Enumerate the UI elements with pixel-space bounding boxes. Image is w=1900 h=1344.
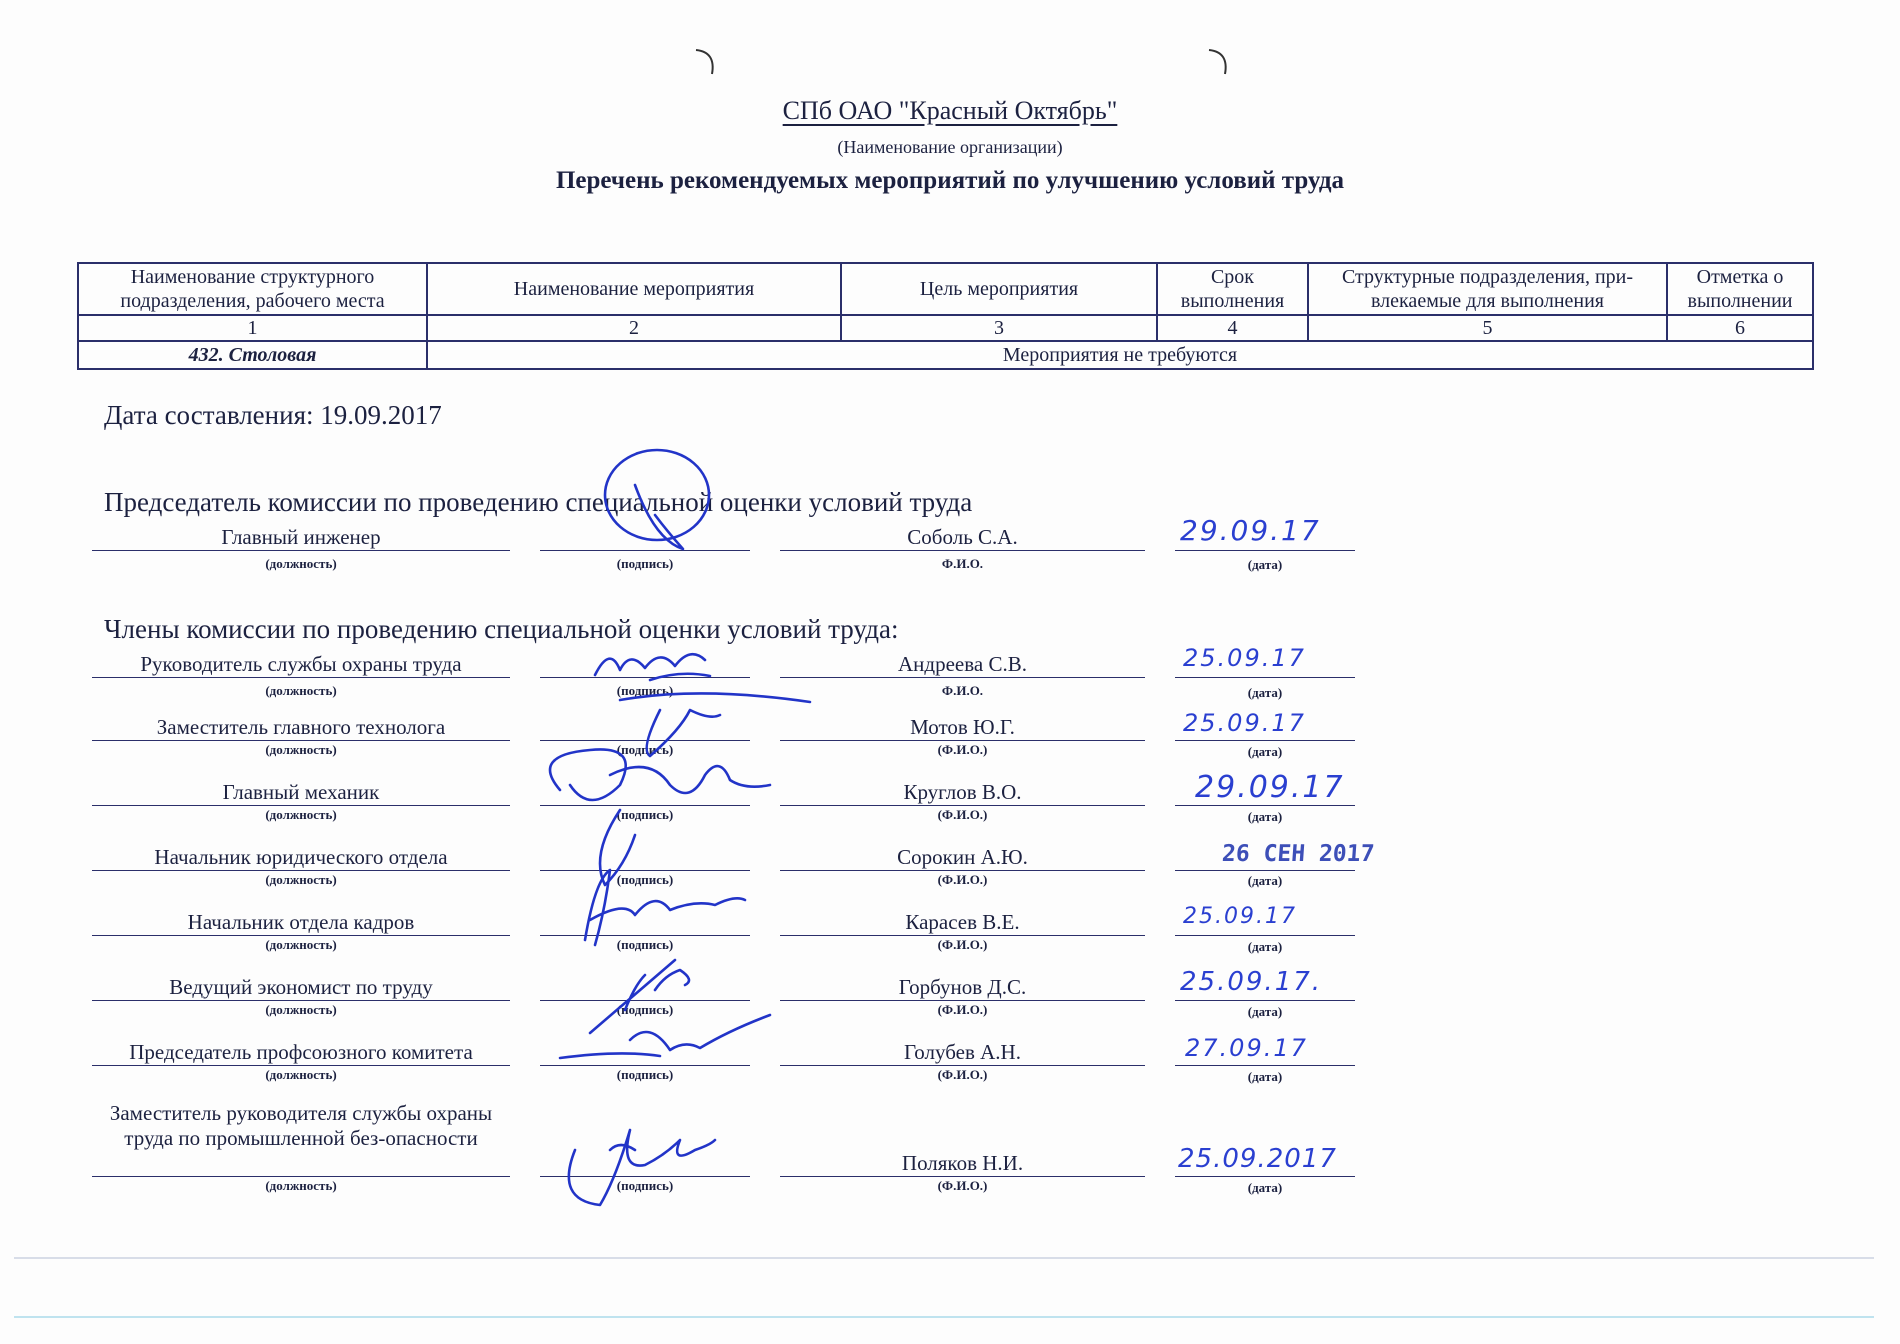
scan-rule-line bbox=[14, 1256, 1874, 1260]
stamped-date: 26 СЕН 2017 bbox=[1221, 841, 1376, 867]
position-caption: (должность) bbox=[265, 872, 337, 887]
column-header: Цель мероприятия bbox=[841, 263, 1157, 315]
member-signature bbox=[555, 1110, 725, 1210]
unit-name-cell: 432. Столовая bbox=[78, 341, 427, 369]
position-line bbox=[92, 1176, 510, 1177]
column-number: 3 bbox=[841, 315, 1157, 341]
column-number-row bbox=[78, 315, 1813, 341]
member-row bbox=[0, 904, 1900, 980]
name-text: Поляков Н.И. bbox=[901, 1151, 1024, 1175]
date-caption: (дата) bbox=[1247, 1069, 1283, 1084]
column-header: Срок выполнения bbox=[1157, 263, 1308, 315]
handwritten-date: 27.09.17 bbox=[1185, 1034, 1308, 1062]
position-text: Ведущий экономист по труду bbox=[169, 975, 433, 999]
column-header: Отметка о выполнении bbox=[1667, 263, 1813, 315]
member-row bbox=[0, 1097, 1900, 1197]
punch-hole-mark-right bbox=[1203, 44, 1243, 84]
position-caption: (должность) bbox=[265, 683, 337, 698]
date-caption: (дата) bbox=[1247, 1004, 1283, 1019]
column-number: 4 bbox=[1157, 315, 1308, 341]
position-caption: (должность) bbox=[265, 742, 337, 757]
signature-caption: (подпись) bbox=[616, 683, 674, 698]
name-caption: (Ф.И.О.) bbox=[937, 872, 988, 887]
table-row bbox=[78, 341, 1813, 369]
signature-caption: (подпись) bbox=[616, 742, 674, 757]
name-text: Карасев В.Е. bbox=[905, 910, 1020, 934]
name-text: Соболь С.А. bbox=[907, 525, 1018, 549]
position-caption: (должность) bbox=[265, 1178, 337, 1193]
signature-caption: (подпись) bbox=[616, 872, 674, 887]
date-caption: (дата) bbox=[1247, 744, 1283, 759]
date-line bbox=[1175, 677, 1355, 678]
organization-caption: (Наименование организации) bbox=[837, 137, 1063, 157]
position-line bbox=[92, 1000, 510, 1001]
measures-table bbox=[77, 262, 1814, 370]
measures-note-cell: Мероприятия не требуются bbox=[427, 341, 1813, 369]
name-text: Андреева С.В. bbox=[898, 652, 1027, 676]
chairman-signature bbox=[595, 445, 735, 555]
position-line bbox=[92, 740, 510, 741]
name-text: Голубев А.Н. bbox=[904, 1040, 1021, 1064]
name-line bbox=[780, 935, 1145, 936]
date-line bbox=[1175, 1176, 1355, 1177]
name-caption: (Ф.И.О.) bbox=[937, 937, 988, 952]
position-line bbox=[92, 1065, 510, 1066]
column-header: Наименование структурного подразделения, рабочего места bbox=[78, 263, 427, 315]
position-line bbox=[92, 870, 510, 871]
name-line bbox=[780, 1000, 1145, 1001]
name-text: Горбунов Д.С. bbox=[898, 975, 1027, 999]
date-line bbox=[1175, 870, 1355, 871]
signature-caption: (подпись) bbox=[616, 556, 674, 571]
column-number: 2 bbox=[427, 315, 841, 341]
member-signature bbox=[565, 860, 755, 950]
position-text: Председатель профсоюзного комитета bbox=[129, 1040, 473, 1064]
name-caption: Ф.И.О. bbox=[941, 683, 984, 698]
handwritten-date: 25.09.17. bbox=[1180, 967, 1323, 997]
scan-rule-line bbox=[14, 1315, 1874, 1319]
member-row bbox=[0, 841, 1900, 915]
name-caption: Ф.И.О. bbox=[941, 556, 984, 571]
handwritten-date: 25.09.2017 bbox=[1178, 1144, 1337, 1174]
signature-caption: (подпись) bbox=[616, 1002, 674, 1017]
name-text: Круглов В.О. bbox=[903, 780, 1022, 804]
date-line bbox=[1175, 550, 1355, 551]
member-row bbox=[0, 644, 1900, 720]
name-line bbox=[780, 550, 1145, 551]
member-row bbox=[0, 967, 1900, 1045]
name-line bbox=[780, 870, 1145, 871]
signature-caption: (подпись) bbox=[616, 1178, 674, 1193]
position-text: Начальник отдела кадров bbox=[187, 910, 415, 934]
document-title: Перечень рекомендуемых мероприятий по улучшению условий труда bbox=[555, 167, 1345, 194]
name-text: Сорокин А.Ю. bbox=[897, 845, 1028, 869]
signature-caption: (подпись) bbox=[616, 807, 674, 822]
date-caption: (дата) bbox=[1247, 809, 1283, 824]
handwritten-date: 25.09.17 bbox=[1183, 644, 1306, 672]
signature-caption: (подпись) bbox=[616, 937, 674, 952]
position-text: Начальник юридического отдела bbox=[154, 845, 448, 869]
date-caption: (дата) bbox=[1247, 557, 1283, 572]
name-caption: (Ф.И.О.) bbox=[937, 807, 988, 822]
members-section-title: Члены комиссии по проведению специальной оценки условий труда: bbox=[104, 614, 899, 644]
name-line bbox=[780, 677, 1145, 678]
handwritten-date: 29.09.17 bbox=[1180, 514, 1321, 547]
column-number: 6 bbox=[1667, 315, 1813, 341]
member-signature bbox=[590, 640, 720, 690]
member-row bbox=[0, 770, 1900, 850]
name-caption: (Ф.И.О.) bbox=[937, 1002, 988, 1017]
table-header-row bbox=[78, 263, 1813, 315]
name-line bbox=[780, 1065, 1145, 1066]
position-line bbox=[92, 550, 510, 551]
position-caption: (должность) bbox=[265, 937, 337, 952]
position-text: Заместитель руководителя службы охраны труда по промышленной без-опасности bbox=[109, 1101, 493, 1150]
column-number: 5 bbox=[1308, 315, 1667, 341]
name-line bbox=[780, 1176, 1145, 1177]
position-caption: (должность) bbox=[265, 1002, 337, 1017]
name-caption: (Ф.И.О.) bbox=[937, 742, 988, 757]
punch-hole-mark-left bbox=[690, 44, 730, 84]
position-text: Главный инженер bbox=[221, 525, 381, 549]
date-compiled: Дата составления: 19.09.2017 bbox=[104, 400, 442, 430]
date-caption: (дата) bbox=[1247, 685, 1283, 700]
date-line bbox=[1175, 935, 1355, 936]
position-line bbox=[92, 935, 510, 936]
name-caption: (Ф.И.О.) bbox=[937, 1067, 988, 1082]
date-caption: (дата) bbox=[1247, 939, 1283, 954]
position-line bbox=[92, 677, 510, 678]
position-line bbox=[92, 805, 510, 806]
position-text: Заместитель главного технолога bbox=[156, 715, 446, 739]
date-line bbox=[1175, 1065, 1355, 1066]
position-text: Руководитель службы охраны труда bbox=[140, 652, 462, 676]
chairman-section-title: Председатель комиссии по проведению специальной оценки условий труда bbox=[104, 487, 973, 517]
organization-name: СПб ОАО "Красный Октябрь" bbox=[782, 96, 1118, 125]
column-number: 1 bbox=[78, 315, 427, 341]
handwritten-date: 29.09.17 bbox=[1195, 770, 1345, 805]
member-signature bbox=[560, 1010, 780, 1085]
date-line bbox=[1175, 805, 1355, 806]
name-caption: (Ф.И.О.) bbox=[937, 1178, 988, 1193]
name-line bbox=[780, 740, 1145, 741]
handwritten-date: 25.09.17 bbox=[1183, 709, 1306, 737]
column-header: Структурные подразделения, при-влекаемые для выполнения bbox=[1308, 263, 1667, 315]
date-caption: (дата) bbox=[1247, 873, 1283, 888]
name-text: Мотов Ю.Г. bbox=[910, 715, 1015, 739]
date-caption: (дата) bbox=[1247, 1180, 1283, 1195]
date-line bbox=[1175, 740, 1355, 741]
position-text: Главный механик bbox=[222, 780, 380, 804]
handwritten-date: 25.09.17 bbox=[1183, 904, 1297, 929]
signature-caption: (подпись) bbox=[616, 1067, 674, 1082]
position-caption: (должность) bbox=[265, 556, 337, 571]
member-row bbox=[0, 709, 1900, 785]
member-signature bbox=[530, 735, 800, 825]
chairman-signature-row bbox=[0, 514, 1900, 592]
name-line bbox=[780, 805, 1145, 806]
column-header: Наименование мероприятия bbox=[427, 263, 841, 315]
date-line bbox=[1175, 1000, 1355, 1001]
position-caption: (должность) bbox=[265, 1067, 337, 1082]
position-caption: (должность) bbox=[265, 807, 337, 822]
